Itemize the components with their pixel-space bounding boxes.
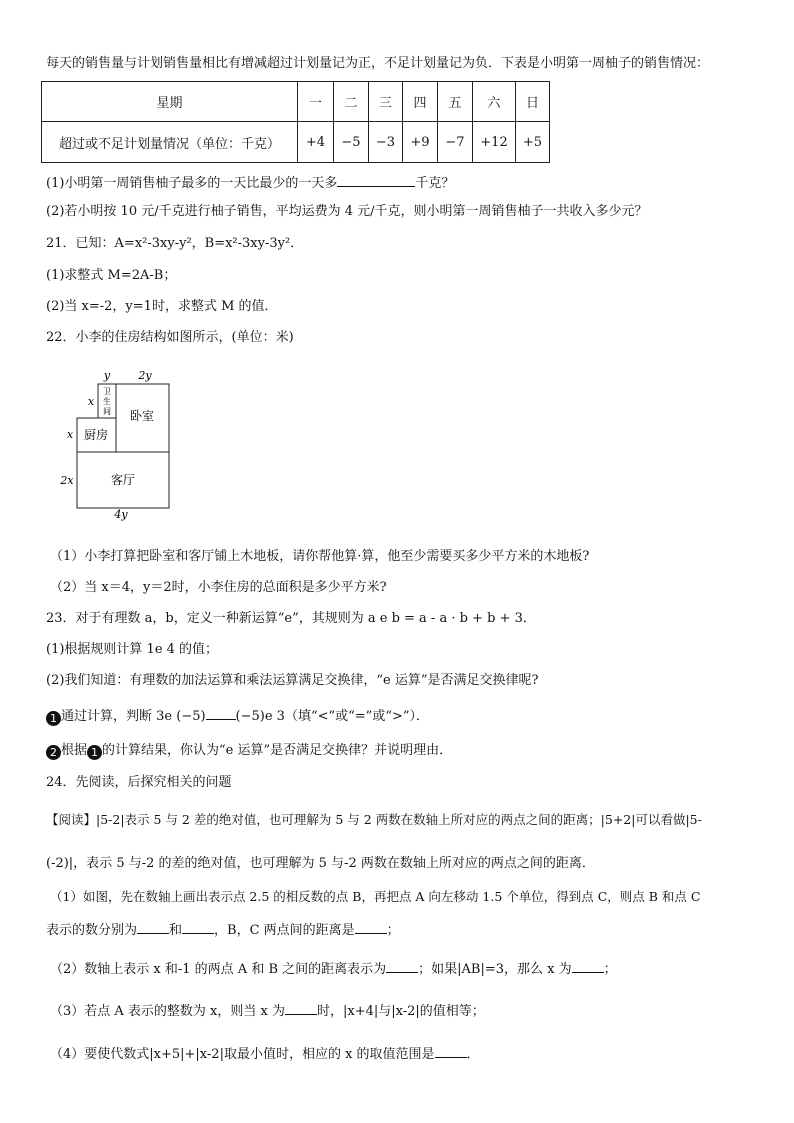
q24-part1-text-c: ，B，C 两点间的距离是 [214,923,355,938]
table-header-label: 星期 [42,82,298,122]
q23-sub1-text: 通过计算，判断 3e (−5) [61,709,206,724]
answer-blank [182,919,214,934]
answer-blank [386,958,418,973]
answer-blank [435,1043,467,1058]
circled-number-1: 1 [46,711,61,726]
sales-table [41,81,550,163]
value-cell: −5 [334,122,369,163]
q24-part4-text-a: （4）要使代数式|x+5|+|x-2|取最小值时，相应的 x 的取值范围是 [50,1047,435,1062]
kitchen-label: 厨房 [83,428,109,442]
bedroom-label: 卧室 [129,409,155,423]
q24-part1-line1: （1）如图，先在数轴上画出表示点 2.5 的相反数的点 B，再把点 A 向左移动 1.5 个单位，得到点 C，则点 B 和点 C [50,889,701,904]
q24-part3 [50,1000,485,1021]
q22-part1: （1）小李打算把卧室和客厅铺上木地板，请你帮他算·算，他至少需要买多少平方米的木地板? [50,549,590,564]
day-cell: 日 [516,82,550,122]
dim-label-2x: 2x [60,474,74,487]
value-cell: +5 [516,122,550,163]
day-cell: 六 [473,82,516,122]
table-header-row [42,82,550,122]
q21-stem: 21．已知：A=x²-3xy-y²，B=x²-3xy-3y²． [46,236,304,251]
q23-sub1 [46,705,429,726]
answer-blank [355,919,387,934]
day-cell: 四 [403,82,438,122]
answer-blank [137,919,169,934]
answer-blank [572,958,604,973]
q24-reading-line1: 【阅读】|5-2|表示 5 与 2 差的绝对值，也可理解为 5 与 2 两数在数轴上所对应的两点之间的距离；|5+2|可以看做|5- [46,812,702,827]
day-cell: 五 [438,82,473,122]
dim-label-4y: 4y [114,508,128,521]
dim-label-x-upper: x [87,395,95,408]
q20-part2: (2)若小明按 10 元/千克进行柚子销售，平均运费为 4 元/千克，则小明第一周销售柚子一共收入多少元？ [46,204,648,219]
table-row-label: 超过或不足计划量情况（单位：千克） [42,122,298,163]
q24-part2 [50,958,617,979]
q21-part1: (1)求整式 M=2A-B； [46,268,177,283]
q24-part2-text-a: （2）数轴上表示 x 和-1 的两点 A 和 B 之间的距离表示为 [50,962,387,977]
day-cell: 二 [334,82,369,122]
q22-part2: （2）当 x＝4，y＝2时，小李住房的总面积是多少平方米? [50,580,387,595]
q23-sub2 [46,742,452,760]
dim-label-x-lower: x [66,428,74,441]
bathroom-label: 间 [103,407,111,416]
q23-sub2-text-a: 根据 [61,743,88,758]
answer-blank [285,1000,317,1015]
q20-part1-unit: 千克？ [415,176,455,191]
answer-blank [337,172,415,187]
q24-part4-text-b: ． [466,1047,480,1062]
q24-part1-text-a: 表示的数分别为 [46,923,138,938]
q22-stem: 22．小李的住房结构如图所示，(单位：米) [46,330,294,345]
q24-part2-text-b: ；如果|AB|=3，那么 x 为 [418,962,572,977]
q20-part1-text: (1)小明第一周销售柚子最多的一天比最少的一天多 [46,176,338,191]
q23-stem: 23．对于有理数 a，b，定义一种新运算“e”，其规则为 a e b = a - a · b + b + 3． [46,611,536,626]
q20-part1 [46,172,454,193]
value-cell: −7 [438,122,473,163]
value-cell: +4 [298,122,334,163]
answer-blank [206,705,236,720]
bathroom-label: 生 [103,397,111,406]
q24-part3-text-b: 时，|x+4|与|x-2|的值相等； [316,1004,485,1019]
q23-sub2-text-b: 的计算结果，你认为“e 运算”是否满足交换律？并说明理由． [102,743,453,758]
q24-part1-text-b: 和 [169,923,183,938]
q23-part2: (2)我们知道：有理数的加法运算和乘法运算满足交换律，“e 运算”是否满足交换律呢? [46,673,539,688]
value-cell: +12 [473,122,516,163]
q24-part1-text-d: ； [386,923,400,938]
day-cell: 三 [369,82,403,122]
circled-number-2: 2 [46,745,61,760]
value-cell: +9 [403,122,438,163]
dim-label-y: y [103,369,111,382]
living-room-label: 客厅 [110,473,136,487]
q21-part2: (2)当 x=-2，y=1时，求整式 M 的值． [46,299,278,314]
q24-part4 [50,1043,480,1064]
q23-sub1-text-b: (−5)e 3（填“<”或“=”或“>”）． [235,709,430,724]
intro-text: 每天的销售量与计划销售量相比有增减超过计划量记为正，不足计划量记为负．下表是小明第一周柚子的销售情况： [46,56,710,71]
q24-part1-line2 [46,919,400,940]
circled-number-1-ref: 1 [87,745,102,760]
bathroom-label: 卫 [103,387,111,396]
table-value-row [42,122,550,163]
q24-part2-text-c: ； [603,962,617,977]
floor-plan-figure [55,366,185,526]
dim-label-2y: 2y [138,369,152,382]
q23-part1: (1)根据规则计算 1e 4 的值； [46,642,219,657]
q24-stem: 24．先阅读，后探究相关的问题 [46,775,232,790]
q24-reading-line2: (-2)|，表示 5 与-2 的差的绝对值，也可理解为 5 与-2 两数在数轴上所对应的两点之间的距离． [46,856,595,871]
value-cell: −3 [369,122,403,163]
day-cell: 一 [298,82,334,122]
q24-part3-text-a: （3）若点 A 表示的整数为 x，则当 x 为 [50,1004,285,1019]
